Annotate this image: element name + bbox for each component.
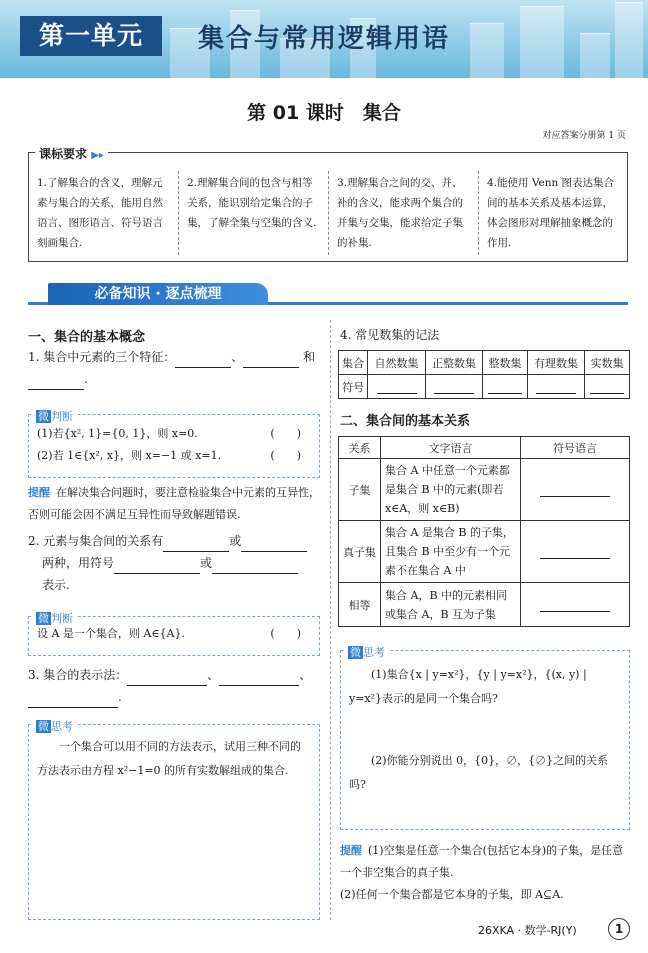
tip-line: (2)任何一个集合都是它本身的子集，即 A⊆A.	[340, 888, 564, 901]
unit-banner	[0, 0, 648, 78]
answer-cell[interactable]	[521, 459, 630, 521]
table-cell: 集合	[339, 351, 368, 375]
judge-box-2	[28, 612, 320, 656]
judge-item: (1)若{x², 1}={0, 1}，则 x=0. ( )	[37, 423, 311, 445]
table-cell: 实数集	[585, 351, 630, 375]
question-2: 2. 元素与集合间的关系有 或 两种，用符号 或 表示.	[28, 530, 320, 596]
think-box-1	[28, 720, 320, 920]
answer-blank[interactable]	[163, 538, 229, 552]
judge-box-1	[28, 410, 320, 478]
table-cell: 真子集	[339, 521, 381, 583]
answer-blank[interactable]	[243, 354, 299, 368]
answer-blank[interactable]	[28, 376, 84, 390]
answer-blank[interactable]	[212, 560, 298, 574]
unit-title: 集合与常用逻辑用语	[198, 24, 451, 54]
lesson-title: 第 01 课时 集合	[247, 102, 401, 124]
tip-2: 提醒 (1)空集是任意一个集合(包括它本身)的子集，是任意一个非空集合的真子集. (2)任何一个集合都是它本身的子集，即 A⊆A.	[340, 840, 630, 906]
requirement-item: 1.了解集合的含义，理解元素与集合的关系，能用自然语言、图形语言、符号语言刻画集合.	[29, 171, 179, 255]
table-cell: 相等	[339, 583, 381, 627]
answer-blank[interactable]	[241, 538, 307, 552]
answer-paren[interactable]: ( )	[270, 427, 301, 440]
table-cell: 自然数集	[368, 351, 425, 375]
page-number: 1	[608, 918, 630, 940]
answer-paren[interactable]: ( )	[270, 449, 301, 462]
footer-code: 26XKA · 数学-RJ(Y)	[478, 924, 577, 937]
requirement-item: 2.理解集合间的包含与相等关系，能识别给定集合的子集，了解全集与空集的含义.	[179, 171, 329, 255]
column-divider	[330, 320, 331, 920]
think-tag: 微 思考	[345, 642, 388, 664]
table-cell: 子集	[339, 459, 381, 521]
answer-blank[interactable]	[28, 694, 118, 708]
answer-reference: 对应答案分册第 1 页	[542, 131, 626, 141]
answer-cell[interactable]	[521, 583, 630, 627]
tip-1: 提醒 在解决集合问题时，要注意检验集合中元素的互异性，否则可能会因不满足互异性而导致解题错误.	[28, 486, 320, 521]
judge-item: 设 A 是一个集合，则 A∈{A}. ( )	[37, 623, 311, 645]
relations-table	[338, 436, 630, 627]
judge-tag: 微 判断	[33, 406, 76, 428]
answer-paren[interactable]: ( )	[270, 627, 301, 640]
answer-blank[interactable]	[114, 560, 200, 574]
table-header: 关系	[339, 437, 381, 459]
section-bar	[28, 283, 628, 305]
requirement-item: 3.理解集合之间的交、并、补的含义，能求两个集合的并集与交集，能求给定子集的补集.	[329, 171, 479, 255]
requirement-item: 4.能使用 Venn 图表达集合间的基本关系及基本运算，体会图形对理解抽象概念的作用.	[487, 177, 615, 249]
question-3: 3. 集合的表示法： 、 、 .	[28, 664, 320, 708]
judge-item: (2)若 1∈{x², x}，则 x=−1 或 x=1. ( )	[37, 445, 311, 467]
section-title: 必备知识 · 逐点梳理	[48, 283, 268, 305]
think-question: (2)你能分别说出 0，{0}，∅，{∅}之间的关系吗?	[349, 754, 609, 791]
table-header: 符号语言	[521, 437, 630, 459]
table-cell: 集合 A 是集合 B 的子集，且集合 B 中至少有一个元素不在集合 A 中	[381, 521, 521, 583]
think-question: (1)集合{x | y=x²}，{y | y=x²}，{(x, y) | y=x²}表示的是同一个集合吗?	[349, 668, 587, 705]
answer-cell[interactable]	[425, 375, 482, 399]
judge-tag: 微 判断	[33, 608, 76, 630]
table-cell: 整数集	[483, 351, 528, 375]
answer-blank[interactable]	[219, 672, 299, 686]
table-cell: 有理数集	[527, 351, 584, 375]
arrow-icon: ▶▸	[91, 150, 104, 161]
heading-basic-concepts: 一、集合的基本概念	[28, 330, 146, 345]
think-tag: 微 思考	[33, 716, 76, 738]
unit-label: 第一单元	[20, 16, 162, 56]
table-cell: 集合 A 中任意一个元素都是集合 B 中的元素(即若 x∈A，则 x∈B)	[381, 459, 521, 521]
answer-blank[interactable]	[175, 354, 231, 368]
answer-cell[interactable]	[483, 375, 528, 399]
question-4: 4. 常见数集的记法	[340, 328, 440, 342]
heading-basic-relations: 二、集合间的基本关系	[340, 414, 471, 429]
table-cell: 符号	[339, 375, 368, 399]
answer-cell[interactable]	[527, 375, 584, 399]
requirements-box	[28, 147, 628, 262]
answer-cell[interactable]	[521, 521, 630, 583]
table-header: 文字语言	[381, 437, 521, 459]
requirements-label: 课标要求 ▶▸	[35, 145, 108, 162]
think-box-2	[340, 646, 630, 830]
answer-blank[interactable]	[127, 672, 207, 686]
answer-cell[interactable]	[585, 375, 630, 399]
table-cell: 集合 A，B 中的元素相同或集合 A，B 互为子集	[381, 583, 521, 627]
question-1: 1. 集合中元素的三个特征： 、 和 .	[28, 346, 320, 390]
answer-cell[interactable]	[368, 375, 425, 399]
number-sets-table	[338, 350, 630, 399]
think-text: 一个集合可以用不同的方法表示，试用三种不同的方法表示由方程 x²−1=0 的所有实数解组成的集合.	[37, 740, 301, 777]
table-cell: 正整数集	[425, 351, 482, 375]
